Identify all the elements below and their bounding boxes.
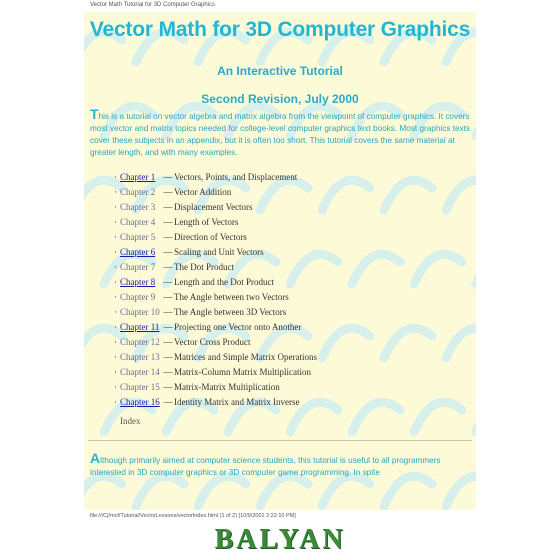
chapter-item (114, 292, 454, 307)
chapter-title: The Angle between two Vectors (174, 292, 289, 302)
chapter-dash: — (163, 307, 173, 317)
chapter-dash: — (163, 292, 173, 302)
chapter-item (114, 202, 454, 217)
chapter-item (114, 277, 454, 292)
chapter-link[interactable]: Chapter 3 (120, 202, 156, 212)
chapter-title: Direction of Vectors (174, 232, 247, 242)
chapter-dash: — (163, 232, 173, 242)
bullet-icon: · (114, 277, 117, 287)
bullet-icon: · (114, 397, 117, 407)
chapter-link[interactable]: Chapter 15 (120, 382, 160, 392)
chapter-dash: — (163, 397, 173, 407)
page-title: Vector Math for 3D Computer Graphics (89, 18, 471, 41)
chapter-link[interactable]: Chapter 16 (120, 397, 160, 407)
chapter-link[interactable]: Chapter 13 (120, 352, 160, 362)
chapter-link[interactable]: Chapter 9 (120, 292, 156, 302)
watermark-logo: BALYAN (214, 524, 346, 555)
intro-text: his is a tutorial on vector algebra and matrix algebra from the viewpoint of computer graphics. It covers most vector and matrix topics needed for college-level computer graphics text books. Most graphics texts cover these subjects in an appendix, but it is often too short. This tutorial covers the same material at greater length, and with many examples. (90, 112, 470, 157)
chapter-link[interactable]: Chapter 6 (120, 247, 156, 257)
outro-dropcap: A (90, 450, 101, 466)
page-subtitle: An Interactive Tutorial (217, 64, 343, 78)
chapter-item (114, 352, 454, 367)
chapter-title: Identity Matrix and Matrix Inverse (174, 397, 300, 407)
chapter-title: Matrices and Simple Matrix Operations (174, 352, 317, 362)
outro-paragraph (90, 452, 474, 479)
bullet-icon: · (114, 307, 117, 317)
revision-date: Second Revision, July 2000 (201, 92, 359, 106)
intro-paragraph (90, 108, 474, 159)
chapter-item (114, 322, 454, 337)
arrow-shape (198, 476, 246, 506)
bullet-icon: · (114, 337, 117, 347)
chapter-dash: — (163, 172, 173, 182)
chapter-item (114, 397, 454, 412)
bullet-icon: · (114, 262, 117, 272)
chapter-item (114, 232, 454, 247)
chapter-title: Vectors, Points, and Displacement (174, 172, 298, 182)
chapter-dash: — (163, 367, 173, 377)
chapter-link[interactable]: Chapter 12 (120, 337, 160, 347)
arrow-shape (136, 476, 184, 506)
arrow-shape (322, 476, 370, 506)
chapter-title: Displacement Vectors (174, 202, 253, 212)
bullet-icon: · (114, 352, 117, 362)
chapter-item (114, 187, 454, 202)
bullet-icon: · (114, 217, 117, 227)
print-header: Vector Math Tutorial for 3D Computer Graphics (90, 2, 216, 8)
chapter-item (114, 262, 454, 277)
chapter-item (114, 217, 454, 232)
chapter-list (114, 172, 454, 412)
chapter-dash: — (163, 382, 173, 392)
chapter-title: Vector Cross Product (174, 337, 251, 347)
chapter-link[interactable]: Chapter 10 (120, 307, 160, 317)
chapter-item (114, 382, 454, 397)
bullet-icon: · (114, 292, 117, 302)
chapter-title: Scaling and Unit Vectors (174, 247, 264, 257)
bullet-icon: · (114, 382, 117, 392)
bullet-icon: · (114, 172, 117, 182)
chapter-item (114, 337, 454, 352)
chapter-title: Projecting one Vector onto Another (174, 322, 302, 332)
arrow-shape (260, 476, 308, 506)
chapter-dash: — (163, 247, 173, 257)
chapter-dash: — (163, 352, 173, 362)
print-footer: file:///C|/mcf/Tutorial/VectorLessons/vectorIndex.html (1 of 2) [10/9/2001 2:22:10 PM] (90, 513, 296, 519)
chapter-dash: — (163, 262, 173, 272)
chapter-title: Vector Addition (174, 187, 232, 197)
outro-text: lthough primarily aimed at computer science students, this tutorial is useful to all programmers interested in 3D computer graphics or 3D computer game programming. In spite (90, 456, 441, 477)
chapter-dash: — (163, 277, 173, 287)
chapter-link[interactable]: Chapter 5 (120, 232, 156, 242)
chapter-item (114, 367, 454, 382)
index-link[interactable]: Index (120, 416, 141, 426)
tutorial-page (84, 12, 476, 510)
bullet-icon: · (114, 202, 117, 212)
chapter-item (114, 247, 454, 262)
arrow-shape (446, 476, 476, 506)
intro-dropcap: T (90, 106, 99, 122)
chapter-title: The Dot Product (174, 262, 234, 272)
chapter-link[interactable]: Chapter 8 (120, 277, 156, 287)
chapter-dash: — (163, 337, 173, 347)
chapter-link[interactable]: Chapter 14 (120, 367, 160, 377)
chapter-item (114, 307, 454, 322)
chapter-dash: — (163, 322, 173, 332)
chapter-item (114, 172, 454, 187)
bullet-icon: · (114, 322, 117, 332)
bullet-icon: · (114, 232, 117, 242)
chapter-dash: — (163, 187, 173, 197)
arrow-shape (84, 476, 122, 506)
chapter-link[interactable]: Chapter 2 (120, 187, 156, 197)
chapter-title: Matrix-Matrix Multiplication (174, 382, 280, 392)
arrow-shape (384, 476, 432, 506)
chapter-link[interactable]: Chapter 11 (120, 322, 160, 332)
chapter-dash: — (163, 217, 173, 227)
chapter-link[interactable]: Chapter 7 (120, 262, 156, 272)
bullet-icon: · (114, 187, 117, 197)
bullet-icon: · (114, 247, 117, 257)
chapter-link[interactable]: Chapter 4 (120, 217, 156, 227)
chapter-title: Matrix-Column Matrix Multiplication (174, 367, 311, 377)
bullet-icon: · (114, 367, 117, 377)
chapter-title: Length and the Dot Product (174, 277, 274, 287)
divider (88, 440, 472, 441)
chapter-link[interactable]: Chapter 1 (120, 172, 156, 182)
chapter-title: The Angle between 3D Vectors (174, 307, 287, 317)
chapter-dash: — (163, 202, 173, 212)
chapter-title: Length of Vectors (174, 217, 239, 227)
